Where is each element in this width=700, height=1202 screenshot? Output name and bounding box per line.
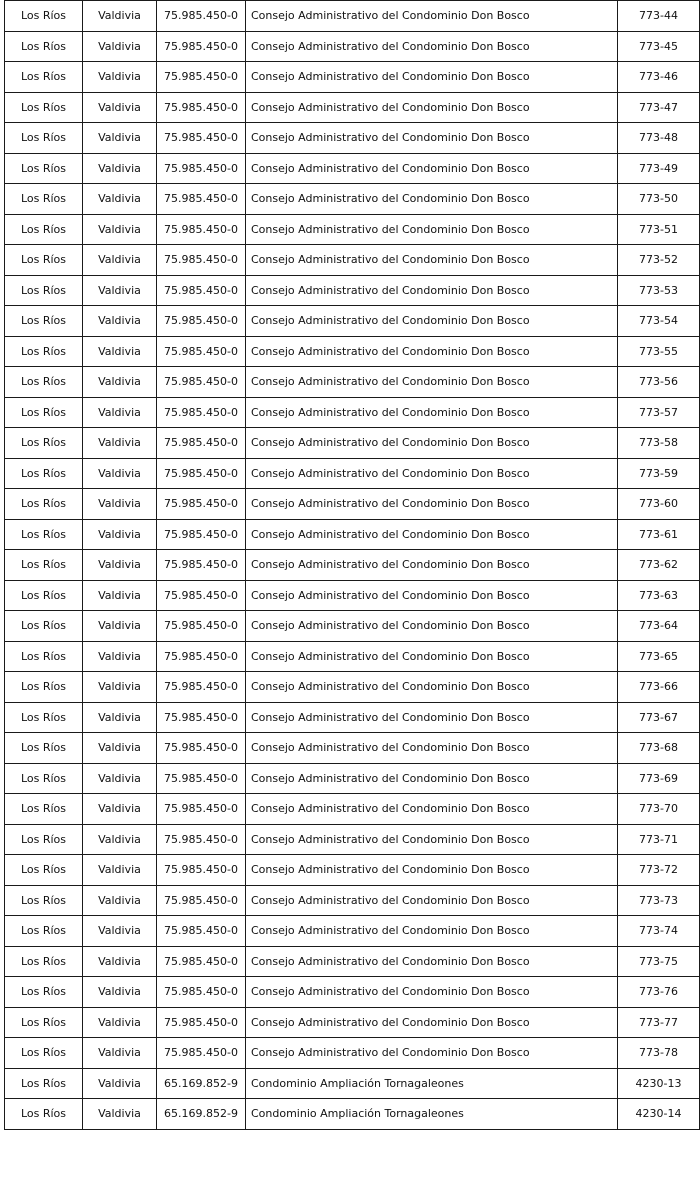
region-cell: Los Ríos (5, 977, 83, 1008)
comuna-cell: Valdivia (83, 1007, 157, 1038)
comuna-cell: Valdivia (83, 946, 157, 977)
region-cell: Los Ríos (5, 550, 83, 581)
comuna-cell: Valdivia (83, 92, 157, 123)
rol-cell: 773-60 (618, 489, 700, 520)
table-row (5, 306, 700, 337)
rol-cell: 773-69 (618, 763, 700, 794)
region-cell: Los Ríos (5, 916, 83, 947)
comuna-cell: Valdivia (83, 428, 157, 459)
region-cell: Los Ríos (5, 397, 83, 428)
rol-cell: 773-64 (618, 611, 700, 642)
table-row (5, 1099, 700, 1130)
rol-cell: 773-54 (618, 306, 700, 337)
rol-cell: 773-59 (618, 458, 700, 489)
comuna-cell: Valdivia (83, 336, 157, 367)
rol-cell: 773-48 (618, 123, 700, 154)
table-row (5, 824, 700, 855)
region-cell: Los Ríos (5, 794, 83, 825)
rut-cell: 75.985.450-0 (157, 184, 246, 215)
table-row (5, 977, 700, 1008)
owner-name-cell: Consejo Administrativo del Condominio Don Bosco (246, 702, 618, 733)
owner-name-cell: Consejo Administrativo del Condominio Don Bosco (246, 519, 618, 550)
region-cell: Los Ríos (5, 641, 83, 672)
comuna-cell: Valdivia (83, 458, 157, 489)
rol-cell: 773-74 (618, 916, 700, 947)
comuna-cell: Valdivia (83, 489, 157, 520)
table-row (5, 855, 700, 886)
rol-cell: 773-55 (618, 336, 700, 367)
rol-cell: 773-57 (618, 397, 700, 428)
owner-name-cell: Condominio Ampliación Tornagaleones (246, 1068, 618, 1099)
region-cell: Los Ríos (5, 184, 83, 215)
table-row (5, 702, 700, 733)
comuna-cell: Valdivia (83, 367, 157, 398)
table-row (5, 428, 700, 459)
table-row (5, 123, 700, 154)
table-row (5, 550, 700, 581)
owner-name-cell: Consejo Administrativo del Condominio Don Bosco (246, 397, 618, 428)
rol-cell: 773-44 (618, 1, 700, 32)
region-cell: Los Ríos (5, 458, 83, 489)
rol-cell: 773-67 (618, 702, 700, 733)
rut-cell: 75.985.450-0 (157, 733, 246, 764)
table-row (5, 733, 700, 764)
rut-cell: 75.985.450-0 (157, 763, 246, 794)
region-cell: Los Ríos (5, 31, 83, 62)
owner-name-cell: Consejo Administrativo del Condominio Don Bosco (246, 123, 618, 154)
comuna-cell: Valdivia (83, 672, 157, 703)
owner-name-cell: Consejo Administrativo del Condominio Don Bosco (246, 977, 618, 1008)
rol-cell: 773-70 (618, 794, 700, 825)
rut-cell: 75.985.450-0 (157, 1007, 246, 1038)
rol-cell: 773-71 (618, 824, 700, 855)
table-row (5, 763, 700, 794)
rut-cell: 65.169.852-9 (157, 1068, 246, 1099)
owner-name-cell: Consejo Administrativo del Condominio Don Bosco (246, 428, 618, 459)
rut-cell: 75.985.450-0 (157, 672, 246, 703)
region-cell: Los Ríos (5, 306, 83, 337)
table-row (5, 214, 700, 245)
region-cell: Los Ríos (5, 1038, 83, 1069)
rut-cell: 75.985.450-0 (157, 641, 246, 672)
owner-name-cell: Consejo Administrativo del Condominio Don Bosco (246, 184, 618, 215)
comuna-cell: Valdivia (83, 794, 157, 825)
comuna-cell: Valdivia (83, 977, 157, 1008)
rol-cell: 773-53 (618, 275, 700, 306)
owner-name-cell: Consejo Administrativo del Condominio Don Bosco (246, 763, 618, 794)
owner-name-cell: Consejo Administrativo del Condominio Don Bosco (246, 672, 618, 703)
comuna-cell: Valdivia (83, 275, 157, 306)
comuna-cell: Valdivia (83, 611, 157, 642)
comuna-cell: Valdivia (83, 763, 157, 794)
region-cell: Los Ríos (5, 275, 83, 306)
region-cell: Los Ríos (5, 1, 83, 32)
rol-cell: 773-49 (618, 153, 700, 184)
rut-cell: 75.985.450-0 (157, 885, 246, 916)
table-row (5, 458, 700, 489)
region-cell: Los Ríos (5, 580, 83, 611)
region-cell: Los Ríos (5, 1099, 83, 1130)
comuna-cell: Valdivia (83, 641, 157, 672)
region-cell: Los Ríos (5, 62, 83, 93)
rut-cell: 75.985.450-0 (157, 123, 246, 154)
rut-cell: 75.985.450-0 (157, 1038, 246, 1069)
comuna-cell: Valdivia (83, 733, 157, 764)
rut-cell: 75.985.450-0 (157, 306, 246, 337)
region-cell: Los Ríos (5, 824, 83, 855)
owner-name-cell: Consejo Administrativo del Condominio Don Bosco (246, 153, 618, 184)
table-row (5, 153, 700, 184)
region-cell: Los Ríos (5, 702, 83, 733)
table-body (5, 1, 700, 1130)
rol-cell: 773-78 (618, 1038, 700, 1069)
table-row (5, 1038, 700, 1069)
rut-cell: 75.985.450-0 (157, 489, 246, 520)
owner-name-cell: Consejo Administrativo del Condominio Don Bosco (246, 855, 618, 886)
rut-cell: 75.985.450-0 (157, 336, 246, 367)
region-cell: Los Ríos (5, 885, 83, 916)
table-row (5, 1007, 700, 1038)
comuna-cell: Valdivia (83, 397, 157, 428)
table-row (5, 641, 700, 672)
owner-name-cell: Consejo Administrativo del Condominio Don Bosco (246, 641, 618, 672)
rol-cell: 4230-13 (618, 1068, 700, 1099)
rut-cell: 75.985.450-0 (157, 1, 246, 32)
region-cell: Los Ríos (5, 672, 83, 703)
region-cell: Los Ríos (5, 428, 83, 459)
rol-cell: 773-45 (618, 31, 700, 62)
region-cell: Los Ríos (5, 336, 83, 367)
region-cell: Los Ríos (5, 611, 83, 642)
comuna-cell: Valdivia (83, 153, 157, 184)
rut-cell: 75.985.450-0 (157, 580, 246, 611)
rut-cell: 75.985.450-0 (157, 153, 246, 184)
table-row (5, 1068, 700, 1099)
rol-cell: 773-62 (618, 550, 700, 581)
owner-name-cell: Consejo Administrativo del Condominio Don Bosco (246, 1007, 618, 1038)
comuna-cell: Valdivia (83, 885, 157, 916)
rut-cell: 75.985.450-0 (157, 275, 246, 306)
owner-name-cell: Consejo Administrativo del Condominio Don Bosco (246, 31, 618, 62)
rut-cell: 75.985.450-0 (157, 824, 246, 855)
comuna-cell: Valdivia (83, 916, 157, 947)
owner-name-cell: Consejo Administrativo del Condominio Don Bosco (246, 733, 618, 764)
rut-cell: 75.985.450-0 (157, 855, 246, 886)
region-cell: Los Ríos (5, 855, 83, 886)
owner-name-cell: Consejo Administrativo del Condominio Don Bosco (246, 489, 618, 520)
rut-cell: 75.985.450-0 (157, 397, 246, 428)
comuna-cell: Valdivia (83, 1, 157, 32)
region-cell: Los Ríos (5, 733, 83, 764)
owner-name-cell: Consejo Administrativo del Condominio Don Bosco (246, 550, 618, 581)
comuna-cell: Valdivia (83, 184, 157, 215)
owner-name-cell: Consejo Administrativo del Condominio Don Bosco (246, 62, 618, 93)
rol-cell: 773-66 (618, 672, 700, 703)
rut-cell: 75.985.450-0 (157, 62, 246, 93)
rut-cell: 75.985.450-0 (157, 946, 246, 977)
rut-cell: 75.985.450-0 (157, 245, 246, 276)
comuna-cell: Valdivia (83, 1038, 157, 1069)
table-row (5, 1, 700, 32)
property-table (4, 0, 700, 1130)
table-row (5, 275, 700, 306)
comuna-cell: Valdivia (83, 519, 157, 550)
rol-cell: 773-46 (618, 62, 700, 93)
table-row (5, 672, 700, 703)
owner-name-cell: Consejo Administrativo del Condominio Don Bosco (246, 214, 618, 245)
rut-cell: 75.985.450-0 (157, 916, 246, 947)
table-row (5, 489, 700, 520)
table-row (5, 367, 700, 398)
comuna-cell: Valdivia (83, 62, 157, 93)
rol-cell: 773-77 (618, 1007, 700, 1038)
table-row (5, 62, 700, 93)
comuna-cell: Valdivia (83, 702, 157, 733)
table-row (5, 885, 700, 916)
owner-name-cell: Consejo Administrativo del Condominio Don Bosco (246, 245, 618, 276)
region-cell: Los Ríos (5, 1068, 83, 1099)
region-cell: Los Ríos (5, 489, 83, 520)
rut-cell: 75.985.450-0 (157, 214, 246, 245)
region-cell: Los Ríos (5, 946, 83, 977)
table-row (5, 580, 700, 611)
region-cell: Los Ríos (5, 367, 83, 398)
region-cell: Los Ríos (5, 92, 83, 123)
comuna-cell: Valdivia (83, 1099, 157, 1130)
owner-name-cell: Consejo Administrativo del Condominio Don Bosco (246, 946, 618, 977)
rol-cell: 773-52 (618, 245, 700, 276)
rut-cell: 75.985.450-0 (157, 702, 246, 733)
region-cell: Los Ríos (5, 123, 83, 154)
region-cell: Los Ríos (5, 153, 83, 184)
owner-name-cell: Consejo Administrativo del Condominio Don Bosco (246, 1038, 618, 1069)
comuna-cell: Valdivia (83, 245, 157, 276)
owner-name-cell: Consejo Administrativo del Condominio Don Bosco (246, 580, 618, 611)
table-row (5, 31, 700, 62)
rut-cell: 75.985.450-0 (157, 31, 246, 62)
comuna-cell: Valdivia (83, 31, 157, 62)
region-cell: Los Ríos (5, 763, 83, 794)
region-cell: Los Ríos (5, 519, 83, 550)
rut-cell: 75.985.450-0 (157, 367, 246, 398)
region-cell: Los Ríos (5, 1007, 83, 1038)
owner-name-cell: Consejo Administrativo del Condominio Don Bosco (246, 885, 618, 916)
owner-name-cell: Consejo Administrativo del Condominio Don Bosco (246, 611, 618, 642)
comuna-cell: Valdivia (83, 580, 157, 611)
owner-name-cell: Consejo Administrativo del Condominio Don Bosco (246, 1, 618, 32)
rol-cell: 773-72 (618, 855, 700, 886)
rol-cell: 773-58 (618, 428, 700, 459)
rol-cell: 773-56 (618, 367, 700, 398)
rol-cell: 773-47 (618, 92, 700, 123)
table-row (5, 92, 700, 123)
rol-cell: 773-50 (618, 184, 700, 215)
owner-name-cell: Consejo Administrativo del Condominio Don Bosco (246, 92, 618, 123)
owner-name-cell: Consejo Administrativo del Condominio Don Bosco (246, 306, 618, 337)
region-cell: Los Ríos (5, 214, 83, 245)
rol-cell: 773-68 (618, 733, 700, 764)
comuna-cell: Valdivia (83, 824, 157, 855)
table-row (5, 794, 700, 825)
region-cell: Los Ríos (5, 245, 83, 276)
rut-cell: 75.985.450-0 (157, 519, 246, 550)
owner-name-cell: Consejo Administrativo del Condominio Don Bosco (246, 367, 618, 398)
comuna-cell: Valdivia (83, 550, 157, 581)
rol-cell: 773-51 (618, 214, 700, 245)
rut-cell: 75.985.450-0 (157, 611, 246, 642)
rol-cell: 773-75 (618, 946, 700, 977)
rut-cell: 75.985.450-0 (157, 92, 246, 123)
owner-name-cell: Consejo Administrativo del Condominio Don Bosco (246, 824, 618, 855)
table-row (5, 946, 700, 977)
rut-cell: 75.985.450-0 (157, 428, 246, 459)
table-row (5, 245, 700, 276)
table-row (5, 611, 700, 642)
rol-cell: 773-76 (618, 977, 700, 1008)
comuna-cell: Valdivia (83, 1068, 157, 1099)
owner-name-cell: Consejo Administrativo del Condominio Don Bosco (246, 458, 618, 489)
comuna-cell: Valdivia (83, 855, 157, 886)
comuna-cell: Valdivia (83, 214, 157, 245)
rut-cell: 75.985.450-0 (157, 794, 246, 825)
comuna-cell: Valdivia (83, 306, 157, 337)
rol-cell: 4230-14 (618, 1099, 700, 1130)
rol-cell: 773-73 (618, 885, 700, 916)
comuna-cell: Valdivia (83, 123, 157, 154)
rut-cell: 75.985.450-0 (157, 550, 246, 581)
table-row (5, 336, 700, 367)
table-row (5, 397, 700, 428)
table-row (5, 519, 700, 550)
rut-cell: 75.985.450-0 (157, 458, 246, 489)
rut-cell: 75.985.450-0 (157, 977, 246, 1008)
rol-cell: 773-65 (618, 641, 700, 672)
rol-cell: 773-61 (618, 519, 700, 550)
rol-cell: 773-63 (618, 580, 700, 611)
table-row (5, 184, 700, 215)
owner-name-cell: Consejo Administrativo del Condominio Don Bosco (246, 916, 618, 947)
owner-name-cell: Consejo Administrativo del Condominio Don Bosco (246, 275, 618, 306)
owner-name-cell: Condominio Ampliación Tornagaleones (246, 1099, 618, 1130)
rut-cell: 65.169.852-9 (157, 1099, 246, 1130)
owner-name-cell: Consejo Administrativo del Condominio Don Bosco (246, 794, 618, 825)
owner-name-cell: Consejo Administrativo del Condominio Don Bosco (246, 336, 618, 367)
table-row (5, 916, 700, 947)
